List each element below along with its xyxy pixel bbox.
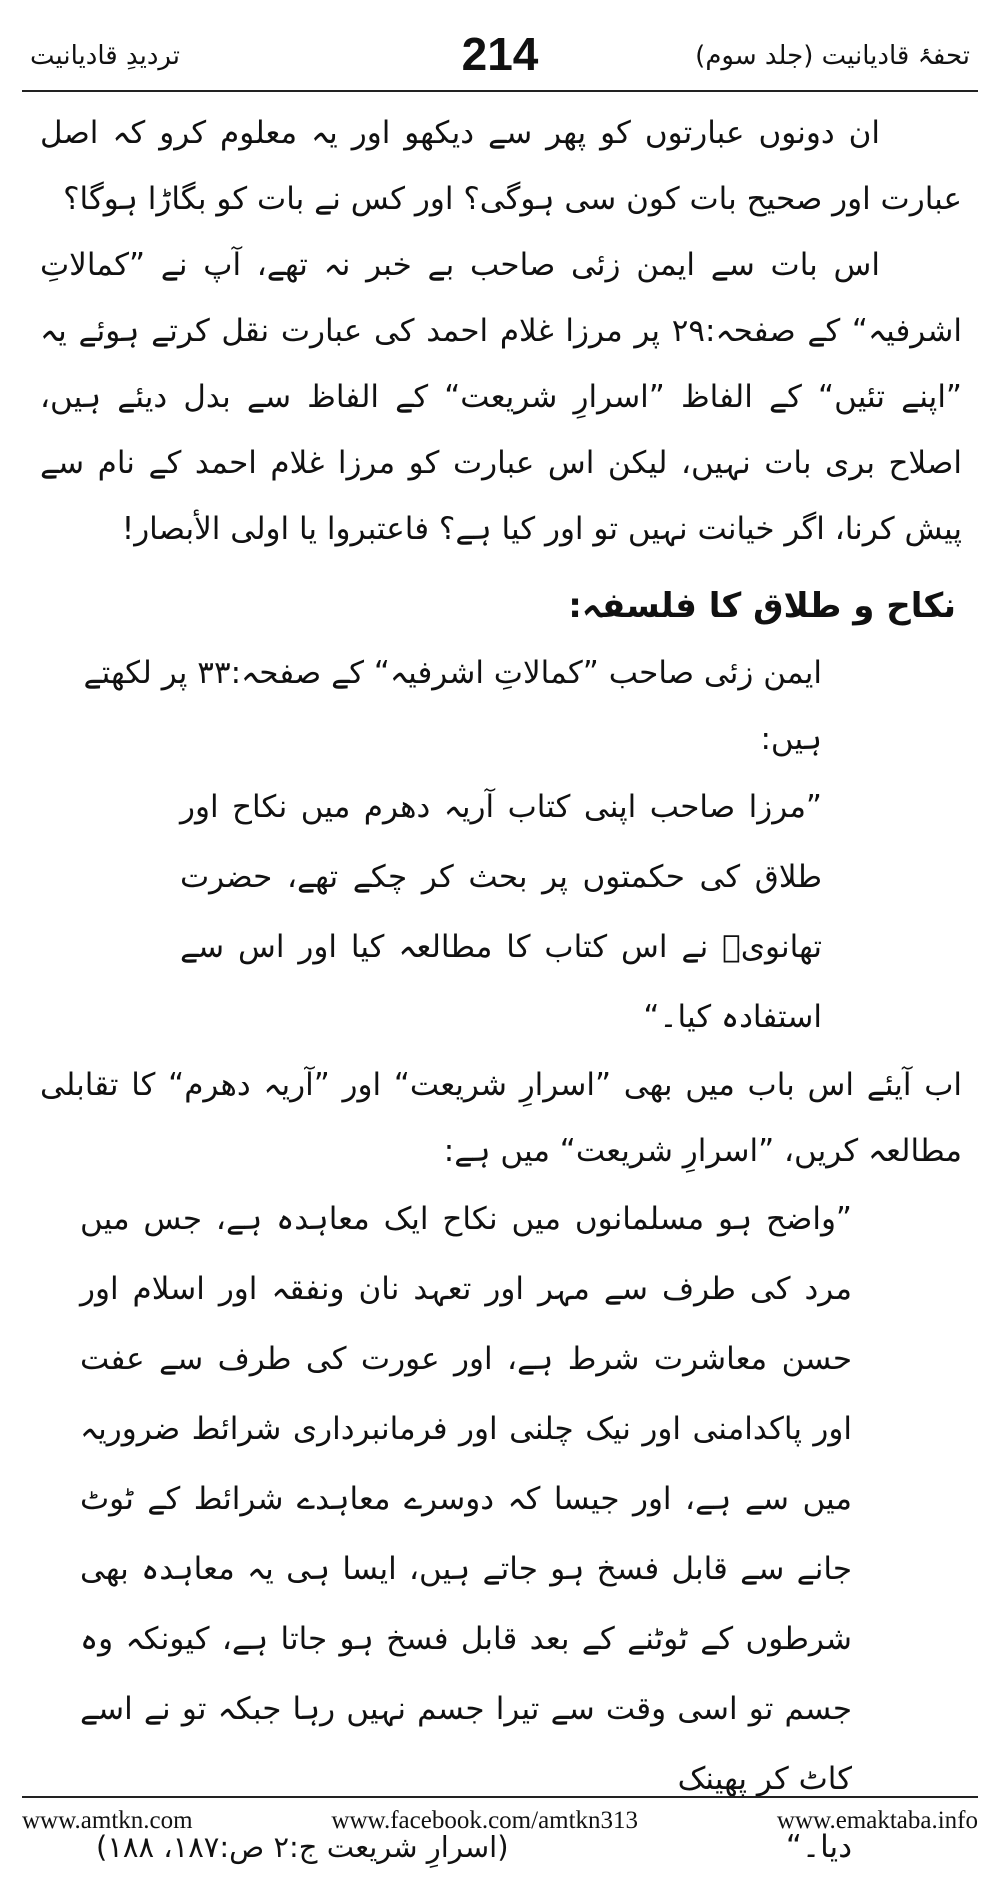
page-body: [40, 100, 962, 1884]
footer-link-amtkn[interactable]: www.amtkn.com: [22, 1807, 193, 1834]
block-quote-2: ”واضح ہو مسلمانوں میں نکاح ایک معاہدہ ہے، جس میں مرد کی طرف سے مہر اور تعہد نان ونفقہ اور اسلام اور حسن معاشرت شرط ہے، اور عورت کی طرف سے عفت اور پاکدامنی اور نیک چلنی اور فرمانبرداری شرائط ضروریہ میں سے ہے، اور جیسا کہ دوسرے معاہدے شرائط کے ٹوٹ جانے سے قابل فسخ ہو جاتے ہیں، ایسا ہی یہ معاہدہ بھی شرطوں کے ٹوٹنے کے بعد قابل فسخ ہو جاتا ہے، کیونکہ وہ جسم تو اسی وقت سے تیرا جسم نہیں رہا جبکہ تو نے اسے کاٹ کر پھینک: [80, 1201, 852, 1797]
paragraph-1: ان دونوں عبارتوں کو پھر سے دیکھو اور یہ معلوم کرو کہ اصل عبارت اور صحیح بات کون سی ہوگی؟ اور کس نے بات کو بگاڑا ہوگا؟: [40, 115, 962, 217]
footer-divider: [22, 1796, 978, 1798]
page-header: [22, 24, 978, 92]
page-number: 214: [461, 28, 539, 80]
page-footer: [22, 1803, 978, 1839]
section-heading: نکاح و طلاق کا فلسفہ:: [568, 586, 956, 626]
block-quote-1: ”مرزا صاحب اپنی کتاب آریہ دھرم میں نکاح اور طلاق کی حکمتوں پر بحث کر چکے تھے، حضرت تھانویؒ نے اس کتاب کا مطالعہ کیا اور اس سے استفادہ کیا۔“: [180, 789, 822, 1035]
footer-link-emaktaba[interactable]: www.emaktaba.info: [776, 1807, 978, 1834]
section-title: تردیدِ قادیانیت: [30, 41, 181, 71]
paragraph-2: اس بات سے ایمن زئی صاحب بے خبر نہ تھے، آپ نے ”کمالاتِ اشرفیہ“ کے صفحہ:۲۹ پر مرزا غلام احمد کی عبارت نقل کرتے ہوئے یہ ”اپنے تئیں“ کے الفاظ ”اسرارِ شریعت“ کے الفاظ سے بدل دیئے ہیں، اصلاح بری بات نہیں، لیکن اس عبارت کو مرزا غلام احمد کے نام سے پیش کرنا، اگر خیانت نہیں تو اور کیا ہے؟ فاعتبروا یا اولی الأبصار!: [40, 247, 962, 547]
quote-ending: دیا۔“: [785, 1829, 852, 1865]
paragraph-3: اب آیئے اس باب میں بھی ”اسرارِ شریعت“ اور ”آریہ دھرم“ کا تقابلی مطالعہ کریں، ”اسرارِ شریعت“ میں ہے:: [40, 1067, 962, 1169]
quote-intro: ایمن زئی صاحب ”کمالاتِ اشرفیہ“ کے صفحہ:۳۳ پر لکھتے ہیں:: [83, 655, 822, 757]
footer-link-facebook[interactable]: www.facebook.com/amtkn313: [331, 1807, 639, 1834]
book-title: تحفۂ قادیانیت (جلد سوم): [695, 41, 970, 71]
citation-reference: (اسرارِ شریعت ج:۲ ص:۱۸۷، ۱۸۸): [96, 1830, 509, 1864]
